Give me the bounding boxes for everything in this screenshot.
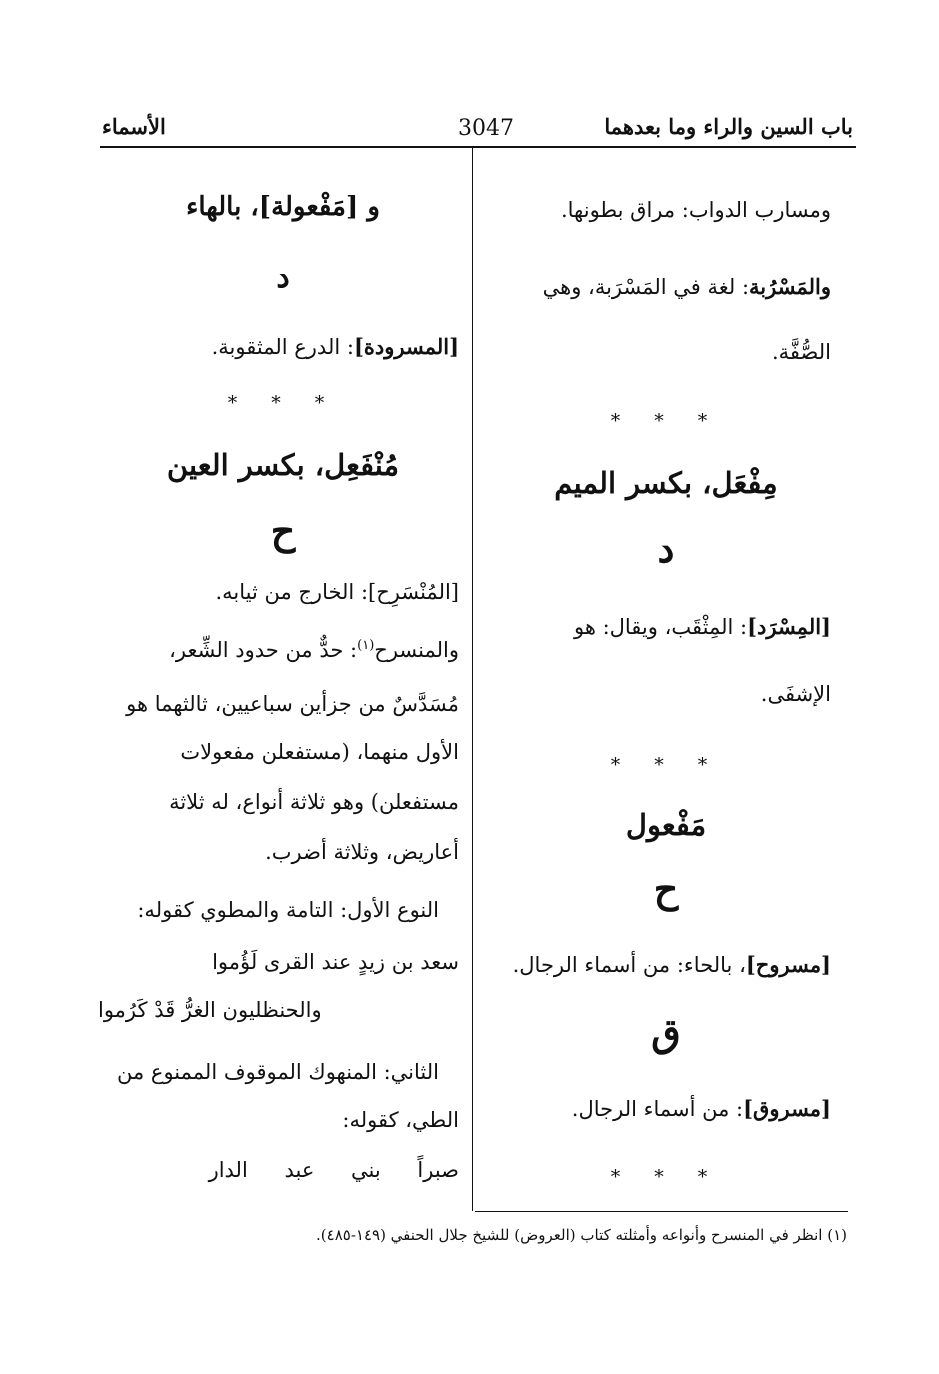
entry-continuation: الصُّفَّة. <box>771 340 831 364</box>
verse-line: صبراً بني عبد الدار <box>208 1158 459 1182</box>
entry-continuation: الإشفَى. <box>760 682 831 706</box>
entry-masarib: ومسارب الدواب: مراق بطونها. <box>560 198 831 222</box>
footnote: (١) انظر في المنسرح وأنواعه وأمثلته كتاب (العروض) للشيخ جلال الحنفي (١٤٩-٤٨٥). <box>316 1226 847 1244</box>
section-separator: * * * <box>610 410 722 432</box>
entry-definition: ، بالحاء: من أسماء الرجال. <box>512 953 746 977</box>
column-divider <box>472 147 473 1211</box>
header-rule <box>100 146 856 148</box>
letter-heading-ha: ح <box>653 866 679 911</box>
entry-masruba <box>543 274 831 299</box>
header-chapter-title: باب السين والراء وما بعدهما <box>604 114 853 139</box>
entry-definition: : من أسماء الرجال. <box>571 1097 744 1121</box>
entry-term: [المِسْرَد] <box>747 614 831 639</box>
text-line: الأول منهما، (مستفعلن مفعولات <box>180 740 459 764</box>
letter-heading-dal: د <box>657 526 675 571</box>
entry-definition: : لغة في المَسْرَبة، وهي <box>542 275 750 299</box>
entry-term: والمَسْرُبة <box>749 274 831 299</box>
entry-term: [مسروق] <box>743 1096 831 1121</box>
entry-definition: : المِثْقَب، ويقال: هو <box>573 615 748 639</box>
text-line: الثاني: المنهوك الموقوف الممنوع من <box>117 1060 439 1084</box>
entry-masruh <box>513 952 831 977</box>
letter-heading-qaf: ق <box>651 1010 681 1055</box>
entry-masruda <box>212 334 459 359</box>
section-separator: * * * <box>227 392 339 414</box>
text-line: أعاريض، وثلاثة أضرب. <box>265 840 459 864</box>
section-heading-mafool: مَفْعول <box>625 808 707 842</box>
entry-masruq <box>572 1096 831 1121</box>
section-separator: * * * <box>610 754 722 776</box>
letter-heading-dal: د <box>276 260 290 295</box>
entry-term: [المسرودة] <box>353 334 459 359</box>
page-number: 3047 <box>458 116 514 141</box>
text-line: الطي، كقوله: <box>342 1108 459 1132</box>
section-separator: * * * <box>610 1166 722 1188</box>
entry-munsarih-meter: والمنسرح$^{(١)}$: حدٌّ من حدود الشِّعر، <box>169 638 459 662</box>
text-line: النوع الأول: التامة والمطوي كقوله: <box>137 898 439 922</box>
entry-definition: : الدرع المثقوبة. <box>211 335 354 359</box>
verse-line: والحنظليون الغرُّ قَدْ كَرُموا <box>98 998 322 1022</box>
footnote-reference[interactable]: (١) <box>357 638 375 653</box>
section-heading-munfail: مُنْفَعِل، بكسر العين <box>166 448 400 482</box>
entry-misrad <box>574 614 831 639</box>
letter-heading-ha: ح <box>270 508 296 553</box>
section-heading-mafoola: و [مَفْعولة]، بالهاء <box>186 192 380 222</box>
entry-term: [مسروح] <box>745 952 831 977</box>
verse-line: سعد بن زيدٍ عند القرى لَؤُموا <box>212 950 459 974</box>
footnote-rule <box>475 1211 848 1212</box>
header-section-title: الأسماء <box>102 114 166 139</box>
section-heading-mifal: مِفْعَل، بكسر الميم <box>554 466 778 500</box>
text-line: مُسَدَّسٌ من جزأين سباعيين، ثالثهما هو <box>126 692 459 716</box>
text-line: مستفعلن) وهو ثلاثة أنواع، له ثلاثة <box>169 790 459 814</box>
entry-munsarih: [المُنْسَرِح]: الخارج من ثيابه. <box>215 580 459 604</box>
